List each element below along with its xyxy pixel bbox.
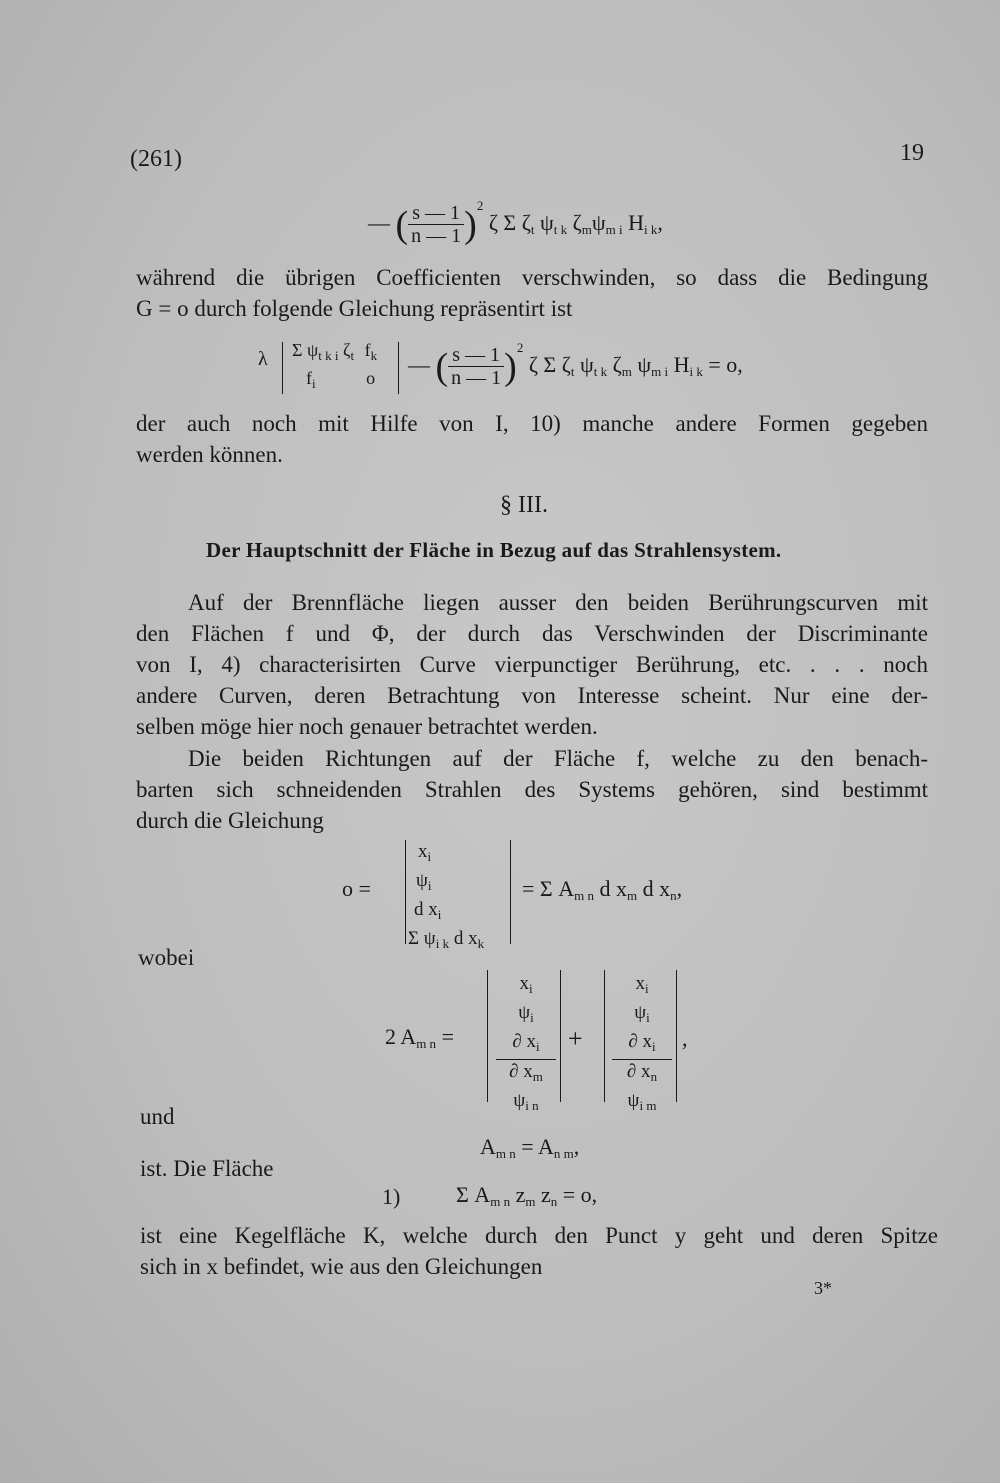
equation-2-tail: — ( $\frac{s — 1}{n — 1}$ )$^2$ ζ Σ $\zeta_t$ $\psi_{t k}$ $\zeta_m$ $\psi_{m i}$ $H_{i k} = o$, [408, 340, 743, 390]
text-line: barten sich schneidenden Strahlen des Systems gehören, sind bestimmt [136, 777, 928, 802]
equation-4-lhs: 2 $A_{m n}$ = [385, 1024, 454, 1051]
signature-mark: 3* [814, 1278, 832, 1298]
section-number: § III. [500, 492, 548, 518]
equation-lambda: λ [258, 348, 268, 370]
text-line: während die übrigen Coefficienten verschwinden, so dass die Bedingung [136, 265, 928, 290]
paragraph-3 [136, 587, 928, 742]
equation-top: — ( $\frac{s — 1}{n — 1}$ )$^2$ ζ Σ $\zeta_t$ $\psi_{t k}$ $\zeta_m\psi_{m i}$ $H_{i k}$, [368, 198, 663, 248]
determinant-bar [560, 970, 561, 1102]
page-number: 19 [900, 140, 924, 166]
text-ist-die-flaeche: ist. Die Fläche [140, 1156, 274, 1181]
text-line: Die beiden Richtungen auf der Fläche f, welche zu den benach- [188, 746, 928, 771]
text-line: ist eine Kegelfläche K, welche durch den Punct y geht und deren Spitze [140, 1223, 938, 1248]
determinant-column: $x_i$ $\psi_i$ ∂ $x_i$ ∂ $x_m$ $\psi_{i n}$ [496, 972, 556, 1118]
page-number-bracketed: (261) [130, 146, 182, 172]
paragraph-4 [136, 743, 928, 836]
determinant-bar [282, 342, 283, 394]
text-line: andere Curven, deren Betrachtung von Interesse scheint. Nur eine der- [136, 683, 928, 708]
determinant-row: Σ $\psi_{t k i}$ $\zeta_t$ $f_k$ [292, 340, 378, 363]
text-line: den Flächen f und Φ, der durch das Verschwinden der Discriminante [136, 621, 928, 646]
determinant-bar [487, 970, 488, 1102]
comma: , [682, 1026, 688, 1051]
determinant-bar [405, 840, 406, 944]
equation-label: 1) [382, 1184, 401, 1209]
paragraph-2 [136, 408, 928, 470]
text-line: selben möge hier noch genauer betrachtet werden. [136, 714, 598, 739]
equation-5: $A_{m n} = A_{n m}$, [480, 1134, 580, 1161]
text-line: von I, 4) characterisirten Curve vierpunctiger Berührung, etc. . . . noch [136, 652, 928, 677]
determinant-bar [676, 970, 677, 1102]
paragraph-5 [140, 1220, 938, 1282]
plus-sign: + [568, 1024, 583, 1053]
text-line: G = o durch folgende Gleichung repräsentirt ist [136, 296, 573, 321]
text-line: der auch noch mit Hilfe von I, 10) manche andere Formen gegeben [136, 411, 928, 436]
text-line: werden können. [136, 442, 283, 467]
determinant-column: $x_i$ $\psi_i$ ∂ $x_i$ ∂ $x_n$ $\psi_{i m}$ [612, 972, 672, 1118]
text-line: durch die Gleichung [136, 808, 324, 833]
text-line: sich in x befindet, wie aus den Gleichungen [140, 1254, 543, 1279]
determinant-bar [398, 342, 399, 394]
text-line: Auf der Brennfläche liegen ausser den beiden Berührungscurven mit [188, 590, 928, 615]
equation-3-lhs: o = [342, 876, 371, 901]
determinant-row: $f_i$ o [306, 368, 376, 391]
determinant-column: $x_i$ $\psi_i$ d $x_i$ Σ $\psi_{i k}$ d $x_k$ [408, 841, 485, 951]
equation-3-rhs: = Σ $A_{m n}$ d $x_m$ d $x_n$, [522, 876, 683, 903]
determinant-bar [510, 840, 511, 944]
paragraph-1 [136, 262, 928, 324]
text-und: und [140, 1104, 175, 1129]
determinant-bar [604, 970, 605, 1102]
section-heading: Der Hauptschnitt der Fläche in Bezug auf das Strahlensystem. [206, 538, 782, 562]
text-wobei: wobei [138, 945, 195, 970]
equation-6: Σ $A_{m n}$ $z_m$ $z_n = o$, [456, 1182, 598, 1209]
